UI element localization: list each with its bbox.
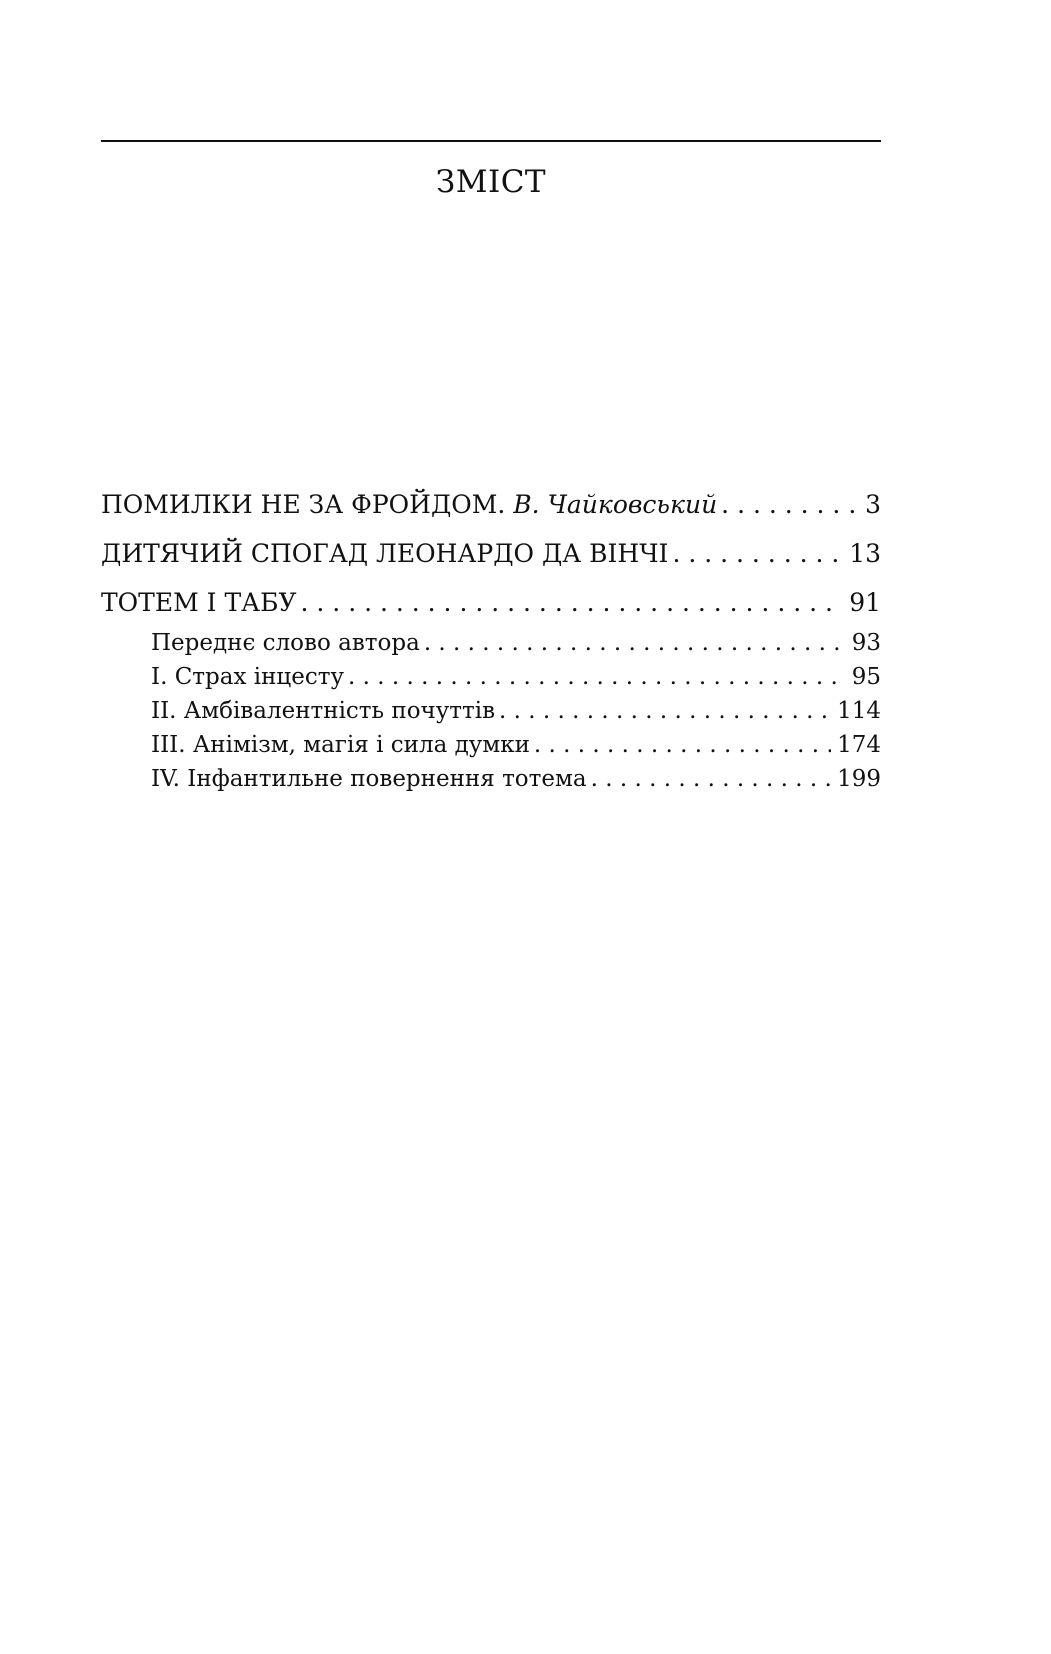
toc-subentry bbox=[101, 629, 881, 663]
toc-subentry-page: 174 bbox=[837, 732, 881, 758]
dot-leader bbox=[721, 490, 859, 520]
toc-entry-author: В. Чайковський bbox=[513, 490, 718, 519]
toc-entry bbox=[101, 490, 881, 539]
dot-leader bbox=[301, 588, 844, 618]
toc-subentry bbox=[101, 663, 881, 697]
toc-subentry-label: II. Амбівалентність почуттів bbox=[151, 698, 496, 724]
toc-entry-label: ТОТЕМ І ТАБУ bbox=[101, 588, 297, 617]
toc-entry-page: 3 bbox=[865, 490, 881, 519]
dot-leader bbox=[591, 765, 832, 793]
page-title: ЗМІСТ bbox=[435, 164, 547, 200]
table-of-contents bbox=[101, 490, 881, 799]
dot-leader bbox=[499, 697, 831, 725]
dot-leader bbox=[672, 539, 843, 569]
toc-subentry-page: 93 bbox=[851, 630, 881, 656]
toc-subentry bbox=[101, 697, 881, 731]
toc-subentry-label: III. Анімізм, магія і сила думки bbox=[151, 732, 530, 758]
toc-entry-label bbox=[101, 490, 717, 520]
toc-subentry bbox=[101, 765, 881, 799]
top-rule bbox=[101, 140, 881, 142]
toc-entry-label: ДИТЯЧИЙ СПОГАД ЛЕОНАРДО ДА ВІНЧІ bbox=[101, 539, 669, 568]
toc-subentry-page: 95 bbox=[851, 664, 881, 690]
dot-leader bbox=[348, 663, 846, 691]
toc-subentry-page: 199 bbox=[837, 766, 881, 792]
dot-leader bbox=[534, 731, 831, 759]
toc-subentry-page: 114 bbox=[837, 698, 881, 724]
toc-subentry-label: Переднє слово автора bbox=[151, 630, 420, 656]
toc-entry-page: 13 bbox=[849, 539, 881, 568]
toc-entry-title: ПОМИЛКИ НЕ ЗА ФРОЙДОМ. bbox=[101, 490, 514, 519]
toc-subentry-label: IV. Інфантильне повернення тотема bbox=[151, 766, 587, 792]
toc-entry bbox=[101, 539, 881, 588]
toc-subentry bbox=[101, 731, 881, 765]
toc-entry bbox=[101, 588, 881, 629]
toc-subentry-label: I. Страх інцесту bbox=[151, 664, 344, 690]
toc-entry-page: 91 bbox=[849, 588, 881, 617]
dot-leader bbox=[424, 629, 846, 657]
